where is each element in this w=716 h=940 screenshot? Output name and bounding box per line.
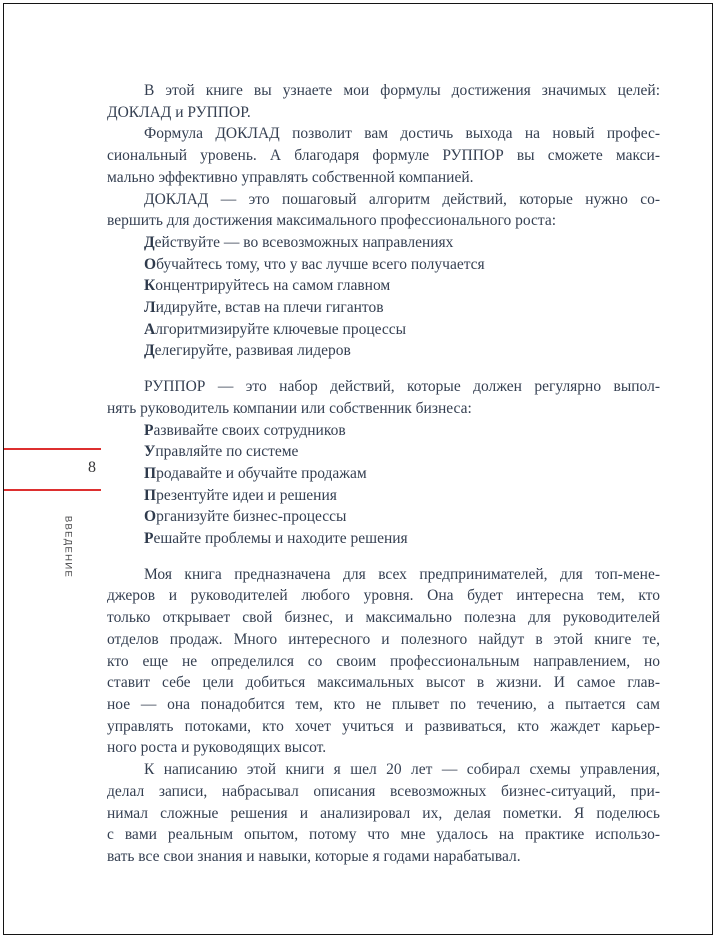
margin-rule-bottom [4, 489, 101, 491]
text-line: сиональный уровень. А благодаря формуле РУППОР вы сможете макси- [107, 147, 660, 165]
paragraph-gap [107, 550, 660, 564]
page-text [107, 80, 660, 868]
text-line: нять руководитель компании или собственник бизнеса: [107, 399, 472, 417]
acronym-letter: К [144, 277, 156, 295]
list-item: Обучайтесь тому, что у вас лучше всего получается [144, 255, 485, 273]
acronym-list [107, 420, 660, 550]
acronym-letter: Д [144, 342, 155, 360]
text-line: РУППОР — это набор действий, которые должен регулярно выпол- [144, 378, 660, 396]
list-item: Действуйте — во всевозможных направлениях [144, 233, 454, 251]
text-line: кто еще не определился со своим профессиональным направлением, но [107, 652, 660, 670]
paragraph [107, 80, 660, 123]
acronym-letter: Р [144, 530, 154, 548]
list-item: Алгоритмизируйте ключевые процессы [144, 320, 407, 338]
text-line: отделов продаж. Много интересного и полезного найдут в этой книге те, [107, 630, 660, 648]
acronym-letter: Л [144, 299, 156, 317]
acronym-letter: У [144, 443, 156, 461]
text-line: ставит себе цели добиться максимальных высот в жизни. И самое глав- [107, 674, 660, 692]
text-line: с вами реальным опытом, потому что мне удалось на практике использо- [107, 826, 660, 844]
text-line: вать все свои знания и навыки, которые я годами нарабатывал. [107, 847, 521, 865]
paragraph-gap [107, 362, 660, 376]
text-line: ДОКЛАД — это пошаговый алгоритм действий, которые нужно со- [144, 190, 660, 208]
list-item: Лидируйте, встав на плечи гигантов [144, 299, 384, 317]
text-line: джеров и руководителей любого уровня. Она будет интересна тем, кто [107, 587, 660, 605]
acronym-letter: Д [144, 233, 155, 251]
list-item: Организуйте бизнес-процессы [144, 508, 347, 526]
list-item: Делегируйте, развивая лидеров [144, 342, 351, 360]
acronym-letter: П [144, 464, 157, 482]
list-item: Решайте проблемы и находите решения [144, 530, 408, 548]
text-line: делал записи, набрасывал описания всевозможных бизнес-ситуаций, при- [107, 782, 660, 800]
paragraph [107, 759, 660, 868]
text-line: Моя книга предназначена для всех предпринимателей, для топ-мене- [144, 565, 660, 583]
text-line: мально эффективно управлять собственной компанией. [107, 168, 474, 186]
acronym-letter: А [144, 320, 156, 338]
list-item: Презентуйте идеи и решения [144, 486, 337, 504]
text-line: ДОКЛАД и РУППОР. [107, 103, 251, 121]
acronym-letter: Р [144, 421, 154, 439]
text-line: К написанию этой книги я шел 20 лет — собирал схемы управления, [144, 761, 660, 779]
text-line: только открывает свой бизнес, и максимально полезна для руководителей [107, 609, 660, 627]
acronym-letter: О [144, 508, 157, 526]
list-item: Развивайте своих сотрудников [144, 421, 346, 439]
page-number: 8 [88, 459, 96, 476]
list-item: Управляйте по системе [144, 443, 299, 461]
list-item: Продавайте и обучайте продажам [144, 464, 367, 482]
list-item: Концентрируйтесь на самом главном [144, 277, 391, 295]
acronym-letter: П [144, 486, 157, 504]
text-line: В этой книге вы узнаете мои формулы достижения значимых целей: [144, 82, 660, 99]
text-line: нимал сложные решения и анализировал их, делая пометки. Я поделюсь [107, 804, 660, 822]
text-line: Формула ДОКЛАД позволит вам достичь выхода на новый профес- [144, 125, 660, 143]
paragraph [107, 564, 660, 759]
text-line: ное — она понадобится тем, кто не плывет по течению, а пытается сам [107, 695, 660, 713]
paragraph [107, 123, 660, 188]
paragraph [107, 189, 660, 232]
text-line: управлять потоками, кто хочет учиться и развиваться, кто жаждет карьер- [107, 717, 660, 735]
acronym-letter: О [144, 255, 157, 273]
text-line: вершить для достижения максимального профессионального роста: [107, 212, 557, 230]
paragraph [107, 376, 660, 419]
chapter-margin-label: ВВЕДЕНИЕ [62, 515, 74, 579]
margin-rule-top [4, 448, 101, 450]
text-line: ного роста и руководящих высот. [107, 739, 327, 757]
acronym-list [107, 232, 660, 362]
